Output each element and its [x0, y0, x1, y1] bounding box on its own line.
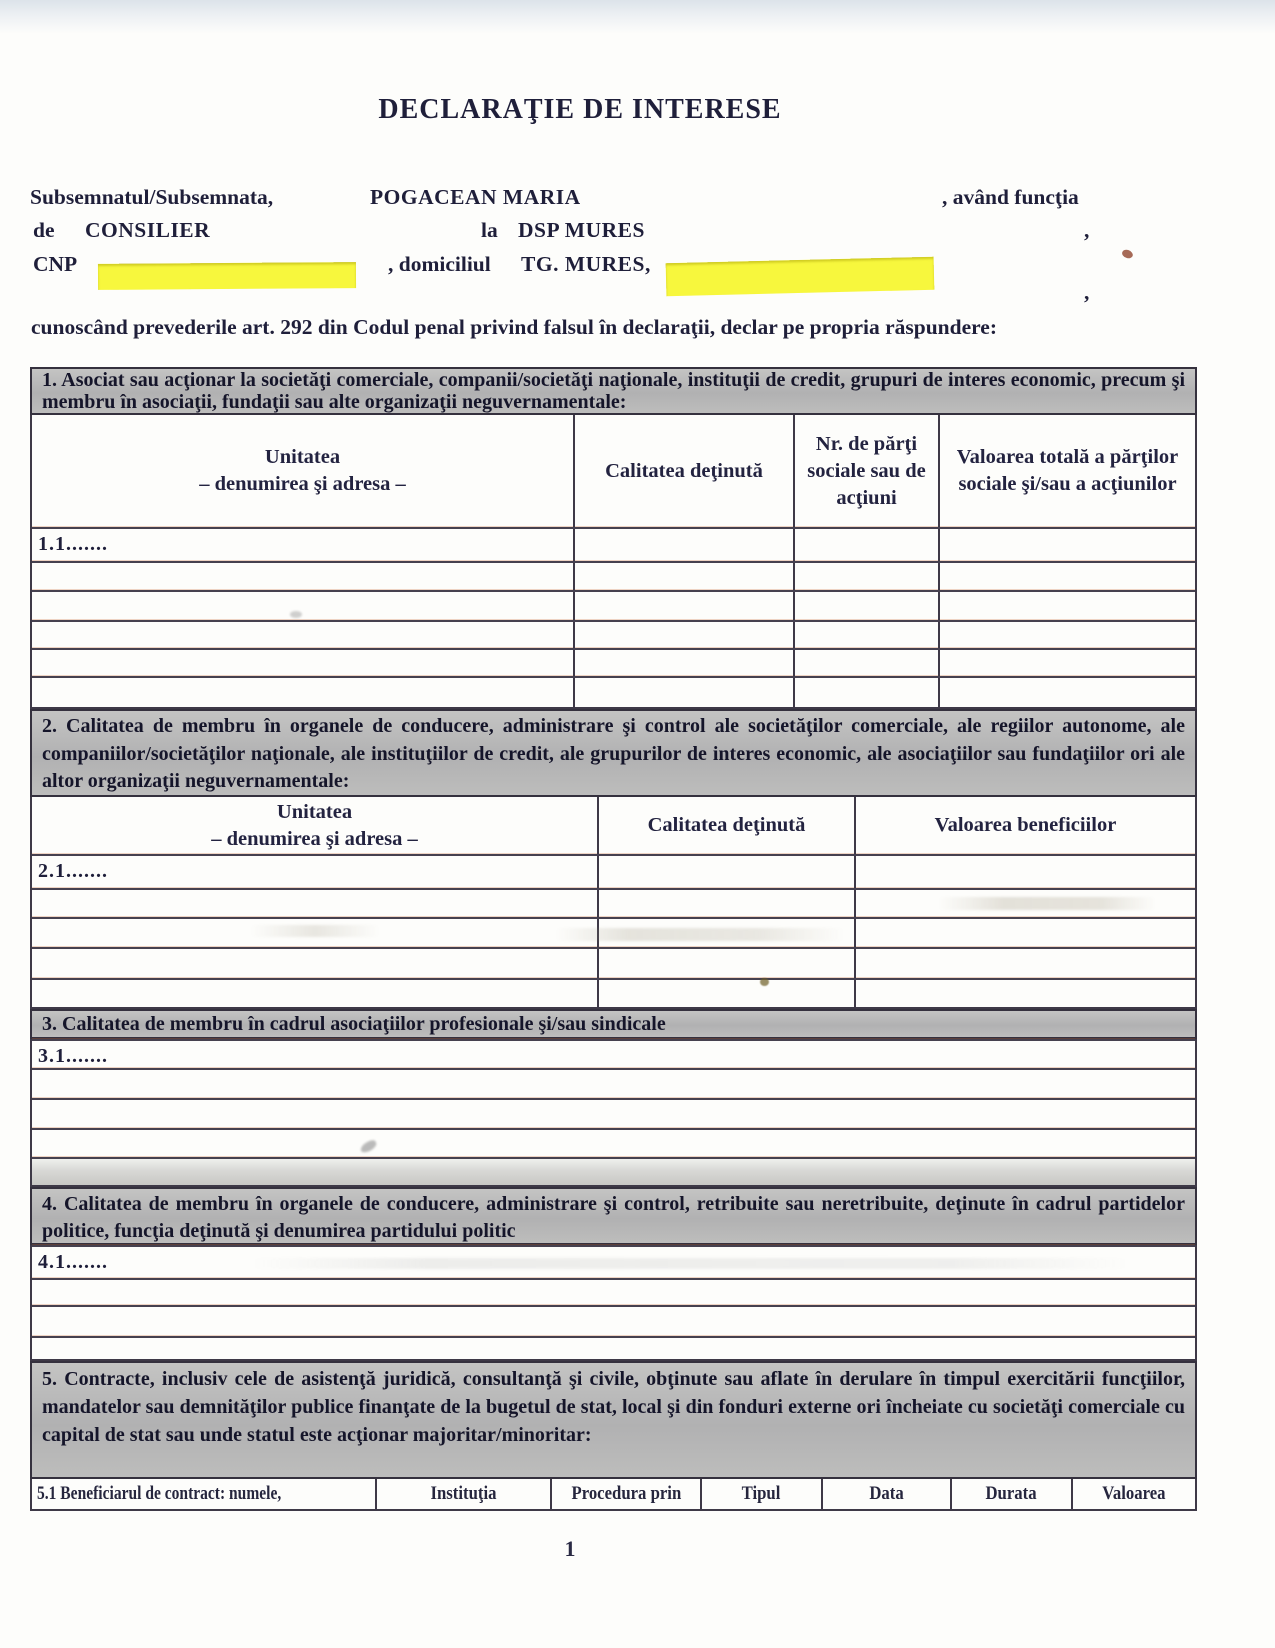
scan-artifact-bleedthrough: [938, 897, 1156, 910]
section-5-table: [30, 1479, 1197, 1511]
column-header-unit: [32, 415, 573, 527]
blank-row: [32, 1336, 1195, 1359]
scan-artifact-red-dot: [1121, 248, 1134, 259]
blank-row: [32, 590, 1195, 620]
scan-artifact-bleedthrough: [250, 925, 380, 937]
blank-row: [32, 947, 1195, 978]
column-header-unit-line2: – denumirea şi adresa –: [199, 473, 406, 495]
subsemnatul-label: Subsemnatul/Subsemnata,: [30, 185, 274, 209]
section-1-heading: 1. Asociat sau acţionar la societăţi comerciale, companii/societăţi naţionale, instituţii de credit, grupuri de interes economic, precum şi membru în asociaţii, fundaţii sau alte organizaţii neguvernamentale:: [30, 367, 1197, 415]
blank-row: [32, 1098, 1195, 1128]
de-label: de: [33, 218, 55, 242]
column-header-value: Valoarea: [1071, 1479, 1195, 1509]
empty-cell: [854, 856, 1195, 888]
column-header-benefits: Valoarea beneficiilor: [854, 797, 1195, 854]
avand-functia-label: , având funcţia: [942, 185, 1079, 209]
column-header-unit: Unitatea – denumirea şi adresa –: [211, 800, 418, 850]
blank-row: [32, 1278, 1195, 1305]
address-redaction-highlight: [666, 257, 935, 297]
scan-artifact-bleedthrough: [250, 1258, 1130, 1269]
table-2-header-row: [32, 797, 1195, 854]
line2-comma: ,: [1084, 218, 1090, 242]
blank-row: [32, 1305, 1195, 1336]
scan-artifact-ink-dot: [760, 978, 769, 986]
cnp-label: CNP: [33, 252, 78, 276]
row-2-1-label: 2.1.......: [38, 860, 108, 882]
row-3-1-label: 3.1.......: [38, 1045, 108, 1067]
section-5-heading: 5. Contracte, inclusiv cele de asistenţă juridică, consultanţă şi civile, obţinute sau aflate în derulare în timpul exercitării funcţiilor, mandatelor sau demnităţilor publice finanţate de la bugetul de stat, local şi din fonduri externe ori încheiate cu societăţi comerciale cu capital de stat sau unde statul este acţionar majoritar/minoritar:: [30, 1361, 1197, 1479]
column-header-unit-line1: Unitatea: [264, 446, 341, 468]
column-header-date: Data: [821, 1479, 950, 1509]
table-row: [32, 1039, 1195, 1068]
declarant-institution: DSP MURES: [518, 218, 645, 242]
table-row: [32, 527, 1195, 561]
empty-cell: [597, 856, 854, 888]
scan-artifact-bleedthrough: [555, 928, 845, 941]
blank-row: [32, 1128, 1195, 1157]
cnp-redaction-highlight: [98, 262, 356, 290]
line3-comma: ,: [1084, 280, 1090, 304]
blank-row: [32, 1068, 1195, 1098]
empty-cell: [793, 529, 938, 561]
declarant-function: CONSILIER: [85, 218, 211, 242]
section-3-table: [30, 1039, 1197, 1187]
column-header-duration: Durata: [950, 1479, 1071, 1509]
la-label: la: [481, 218, 498, 242]
column-header-type: Tipul: [700, 1479, 821, 1509]
domiciliul-label: , domiciliul: [388, 252, 491, 276]
scan-edge-shading: [0, 0, 1275, 34]
empty-cell: [573, 529, 793, 561]
section-4-heading: 4. Calitatea de membru în organele de conducere, administrare şi control, retribuite sau neretribuite, deţinute în cadrul partidelor politice, funcţia deţinută şi denumirea partidului politic: [30, 1187, 1197, 1245]
table-row: [32, 854, 1195, 888]
declarant-name: POGACEAN MARIA: [370, 185, 581, 209]
blank-row: [32, 676, 1195, 707]
blank-row: [32, 648, 1195, 676]
column-header-procedure: Procedura prin: [550, 1479, 700, 1509]
column-header-beneficiary: 5.1 Beneficiarul de contract: numele,: [37, 1483, 282, 1504]
page-title: DECLARAŢIE DE INTERESE: [378, 94, 782, 125]
row-4-1-label: 4.1.......: [38, 1251, 108, 1273]
domicile-city: TG. MURES,: [521, 252, 651, 276]
column-header-total-value: Valoarea totală a părţilor sociale şi/sau a acţiunilor: [938, 415, 1195, 527]
row-1-1-label: 1.1.......: [38, 533, 108, 555]
section-1-table: [30, 415, 1197, 709]
blank-row: [32, 978, 1195, 1007]
table-1-header-row: [32, 415, 1195, 527]
column-header-quality: Calitatea deţinută: [597, 797, 854, 854]
legal-disclaimer: cunoscând prevederile art. 292 din Codul penal privind falsul în declaraţii, declar pe propria răspundere:: [31, 315, 997, 339]
section-2-heading: 2. Calitatea de membru în organele de conducere, administrare şi control ale societăţilor comerciale, ale regiilor autonome, ale companiilor/societăţilor naţionale, ale instituţiilor de credit, ale grupurilor de interes economic, ale asociaţiilor sau fundaţiilor ori ale altor organizaţii neguvernamentale:: [30, 709, 1197, 797]
column-header-quality: Calitatea deţinută: [573, 415, 793, 527]
blank-row: [32, 620, 1195, 648]
scan-artifact-mark: [290, 611, 302, 618]
column-header-shares: Nr. de părţi sociale sau de acţiuni: [793, 415, 938, 527]
table-5-header-row: [32, 1479, 1195, 1509]
empty-cell: [938, 529, 1195, 561]
column-header-institution: Instituţia: [375, 1479, 550, 1509]
blank-row: [32, 561, 1195, 590]
page-number: 1: [564, 1536, 576, 1561]
section-3-heading: 3. Calitatea de membru în cadrul asociaţiilor profesionale şi/sau sindicale: [30, 1009, 1197, 1039]
blank-row: [32, 1157, 1195, 1185]
